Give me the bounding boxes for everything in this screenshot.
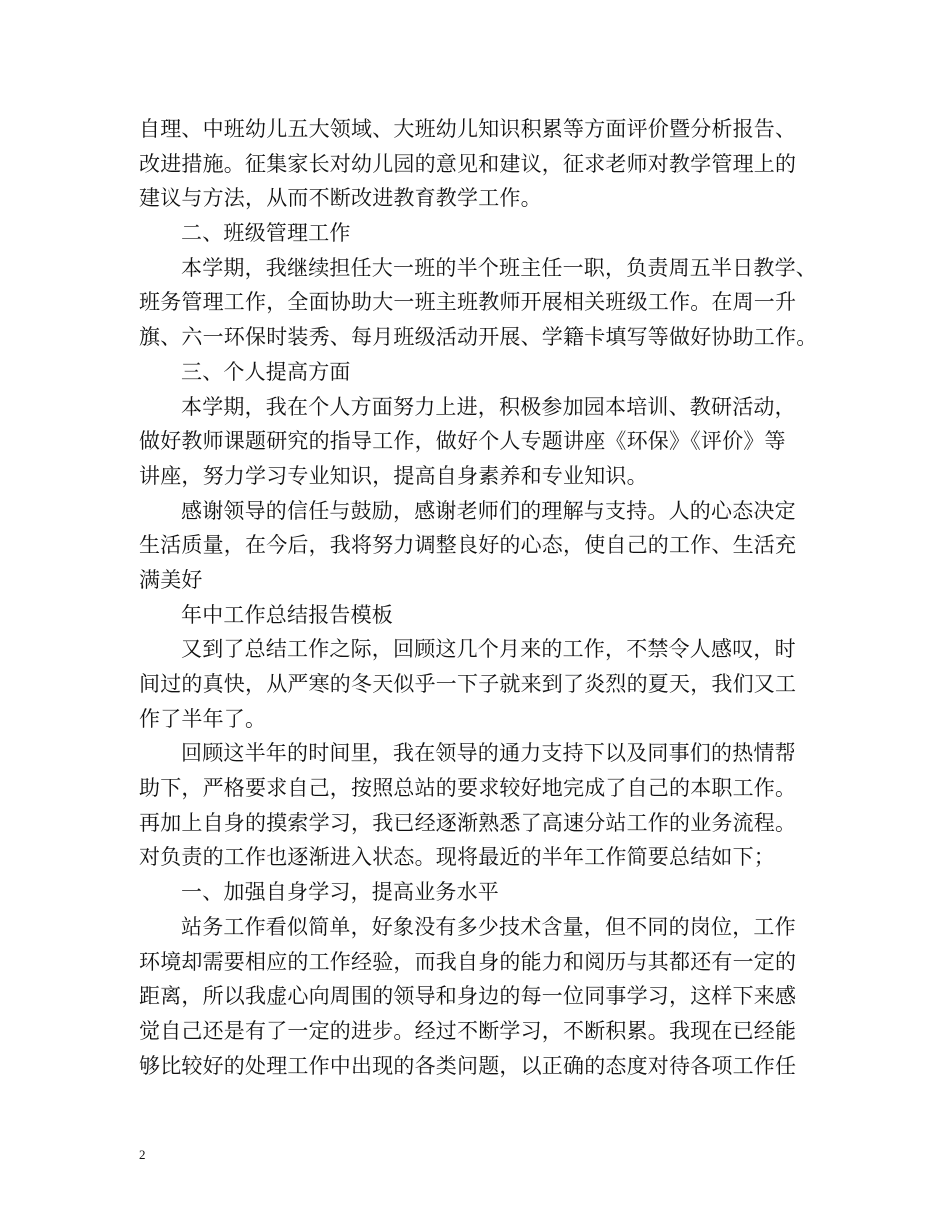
text-line: 环境却需要相应的工作经验，而我自身的能力和阅历与其都还有一定的 bbox=[139, 949, 797, 974]
text-line: 讲座，努力学习专业知识，提高自身素养和专业知识。 bbox=[139, 463, 648, 488]
text-line: 站务工作看似简单，好象没有多少技术含量，但不同的岗位，工作 bbox=[181, 914, 796, 939]
text-line: 改进措施。征集家长对幼儿园的意见和建议，征求老师对教学管理上的 bbox=[139, 151, 797, 176]
text-line: 旗、六一环保时装秀、每月班级活动开展、学籍卡填写等做好协助工作。 bbox=[139, 325, 818, 350]
text-line: 够比较好的处理工作中出现的各类问题，以正确的态度对待各项工作任 bbox=[139, 1053, 797, 1078]
text-line: 生活质量，在今后，我将努力调整良好的心态，使自己的工作、生活充 bbox=[139, 533, 797, 558]
text-line: 间过的真快，从严寒的冬天似乎一下子就来到了炎烈的夏天，我们又工 bbox=[139, 672, 797, 696]
text-line: 距离，所以我虚心向周围的领导和身边的每一位同事学习，这样下来感 bbox=[139, 984, 797, 1009]
text-line: 对负责的工作也逐渐进入状态。现将最近的半年工作简要总结如下； bbox=[139, 845, 775, 870]
text-line: 三、个人提高方面 bbox=[181, 359, 351, 384]
text-line: 本学期，我继续担任大一班的半个班主任一职，负责周五半日教学、 bbox=[181, 255, 817, 280]
text-line: 又到了总结工作之际，回顾这几个月来的工作，不禁令人感叹，时 bbox=[181, 637, 796, 662]
text-line: 一、加强自身学习，提高业务水平 bbox=[181, 880, 499, 905]
text-line: 班务管理工作，全面协助大一班主班教师开展相关班级工作。在周一升 bbox=[139, 290, 797, 315]
text-line: 满美好 bbox=[139, 567, 203, 592]
text-line: 再加上自身的摸索学习，我已经逐渐熟悉了高速分站工作的业务流程。 bbox=[139, 810, 797, 835]
text-line: 年中工作总结报告模板 bbox=[181, 602, 393, 627]
text-line: 自理、中班幼儿五大领域、大班幼儿知识积累等方面评价暨分析报告、 bbox=[139, 117, 797, 141]
text-line: 作了半年了。 bbox=[139, 706, 267, 731]
text-line: 助下，严格要求自己，按照总站的要求较好地完成了自己的本职工作。 bbox=[139, 776, 797, 801]
text-line: 建议与方法，从而不断改进教育教学工作。 bbox=[139, 186, 542, 211]
document-body bbox=[139, 112, 819, 1083]
text-line: 二、班级管理工作 bbox=[181, 221, 351, 246]
text-line: 做好教师课题研究的指导工作，做好个人专题讲座《环保》《评价》等 bbox=[139, 429, 786, 454]
text-line: 觉自己还是有了一定的进步。经过不断学习，不断积累。我现在已经能 bbox=[139, 1018, 797, 1043]
text-line: 回顾这半年的时间里，我在领导的通力支持下以及同事们的热情帮 bbox=[181, 741, 796, 766]
text-line: 感谢领导的信任与鼓励，感谢老师们的理解与支持。人的心态决定 bbox=[181, 498, 796, 523]
text-line: 本学期，我在个人方面努力上进，积极参加园本培训、教研活动， bbox=[181, 394, 796, 419]
page-number: 2 bbox=[139, 1147, 146, 1162]
